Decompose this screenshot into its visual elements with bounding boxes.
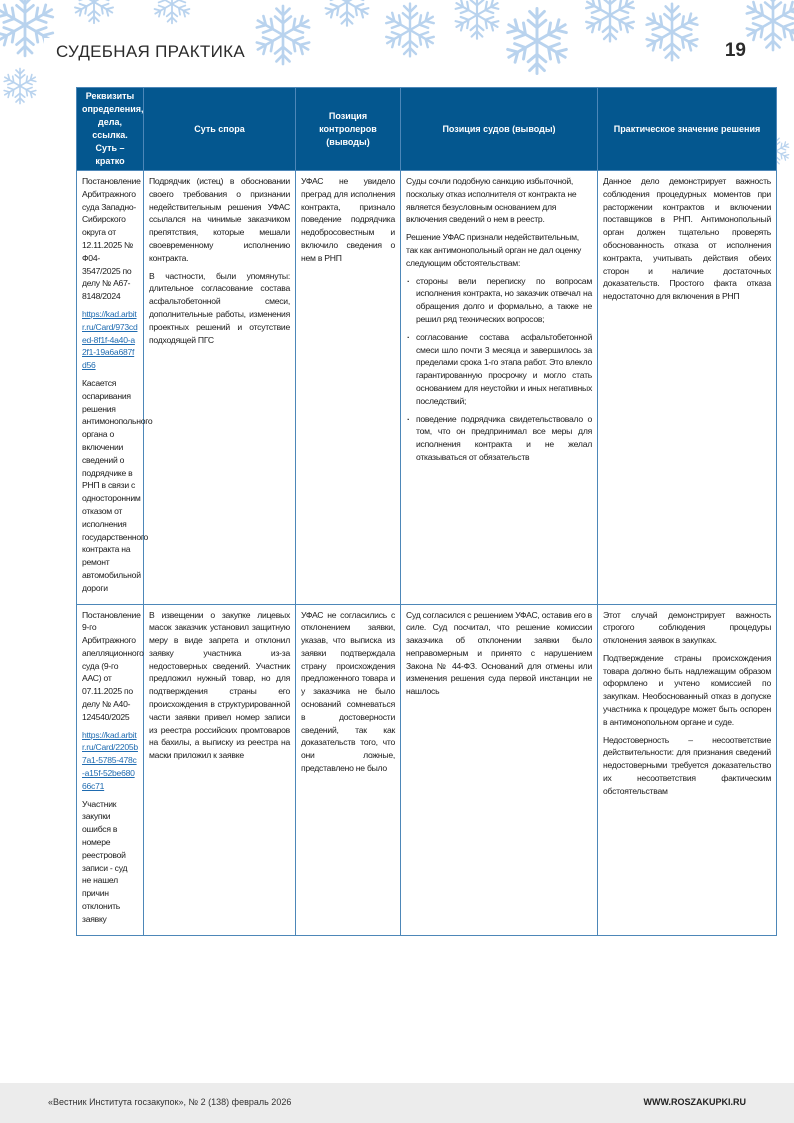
case-link[interactable]: https://kad.arbitr.ru/Card/2205b7a1-5785-478c-a15f-52be68066c71 bbox=[82, 729, 138, 791]
courts-text: Решение УФАС признали недействительным, так как антимонопольный орган не дал оценку следующим обстоятельствам: bbox=[406, 232, 582, 268]
table-header-row bbox=[77, 88, 777, 171]
snowflake-icon bbox=[320, 0, 374, 29]
column-header: Позиция судов (выводы) bbox=[401, 88, 598, 171]
practical-text: Подтверждение страны происхождения товара должно быть надлежащим образом оформлено и учтено комиссией по закупкам. Необоснованный отказ в допуске участника к процедуре может быть оспорен в антимонопольном органе и суде. bbox=[603, 652, 771, 727]
column-header: Реквизиты определения, дела, ссылка. Суть – кратко bbox=[77, 88, 144, 171]
controllers-text: УФАС не увидело преград для исполнения контракта, признало поведение подрядчика недобросовестным и включило сведения о нем в РНП bbox=[301, 176, 395, 263]
practical-cell bbox=[598, 171, 777, 605]
journal-citation: «Вестник Института госзакупок», № 2 (138) февраль 2026 bbox=[48, 1097, 292, 1107]
snowflake-icon bbox=[640, 0, 704, 64]
practical-text: Недостоверность – несоответствие действительности: для признания сведений недостоверными требуется доказательство их несоответствия фактическим обстоятельствам bbox=[603, 734, 771, 796]
courts-bullet-list bbox=[406, 275, 592, 464]
practical-text: Данное дело демонстрирует важность соблюдения процедурных моментов при расторжении контрактов и включении поставщиков в РНП. Антимонопольный орган должен тщательно проверять обоснованность отказа от исполнения контракта, учитывать действия обеих сторон и наличие достаточных доказательств. Простого факта отказа недостаточно для включения в РНП bbox=[603, 176, 771, 302]
snowflake-icon bbox=[250, 2, 316, 68]
snowflake-icon bbox=[0, 66, 40, 106]
controllers-text: УФАС не согласились с отклонением заявки, указав, что выписка из заявки подтверждала страну происхождения предложенного товара и у заказчика не было оснований сомневаться в достоверности сведений, так как доказательств того, что они ложные, представлено не было bbox=[301, 609, 395, 774]
practical-text: Этот случай демонстрирует важность строгого соблюдения процедуры отклонения заявок в закупках. bbox=[603, 609, 771, 646]
courts-bullet: · поведение подрядчика свидетельствовало о том, что он предпринимал все меры для исполнения контракта и не желал отказываться от обязательств bbox=[416, 413, 592, 464]
courts-bullet: · согласование состава асфальтобетонной смеси шло почти 3 месяца и завершилось за пределами срока 1-го этапа работ. Это влекло гарантированную просрочку и могло стать основанием для неустойки и иных негативных последствий; bbox=[416, 331, 592, 408]
dispute-text: Подрядчик (истец) в обосновании своего требования о признании недействительным решения УФАС ссылался на чинимые заказчиком препятствия, которые мешали своевременному исполнению контракта. bbox=[149, 176, 290, 263]
requisites-text: Постановление Арбитражного суда Западно-Сибирского округа от 12.11.2025 № Ф04-3547/2025 по делу № А67-8148/2024 bbox=[82, 176, 141, 302]
snowflake-icon bbox=[580, 0, 640, 45]
courts-bullet: · стороны вели переписку по вопросам исполнения контракта, но заказчик отвечал на обращения долго и формально, а также не решил ряд технических вопросов; bbox=[416, 275, 592, 326]
practical-cell bbox=[598, 604, 777, 935]
snowflake-icon bbox=[380, 0, 440, 60]
column-header: Практическое значение решения bbox=[598, 88, 777, 171]
summary-text: Участник закупки ошибся в номере реестровой записи - суд не нашел причин отклонить заявку bbox=[82, 798, 128, 924]
courts-text: Суды сочли подобную санкцию избыточной, поскольку отказ исполнителя от контракта не является безусловным основанием для включения сведений о нем в реестр. bbox=[406, 176, 577, 225]
page-footer bbox=[0, 1083, 794, 1123]
requisites-cell bbox=[77, 604, 144, 935]
summary-text: Касается оспаривания решения антимонопольного органа о включении сведений о подрядчике в РНП в связи с односторонним отказом от исполнения государственного контракта на ремонт автомобильной дороги bbox=[82, 377, 153, 593]
dispute-cell bbox=[144, 604, 296, 935]
snowflake-icon bbox=[500, 4, 574, 78]
snowflake-icon bbox=[740, 0, 794, 54]
court-practice-table bbox=[76, 87, 777, 936]
section-title: СУДЕБНАЯ ПРАКТИКА bbox=[56, 42, 245, 61]
courts-cell bbox=[401, 604, 598, 935]
snowflake-icon bbox=[150, 0, 194, 26]
page-number: 19 bbox=[724, 40, 746, 61]
courts-cell bbox=[401, 171, 598, 605]
requisites-cell bbox=[77, 171, 153, 605]
requisites-text: Постановление 9-го Арбитражного апелляционного суда (9-го ААС) от 07.11.2025 по делу № А40-124540/2025 bbox=[82, 609, 144, 722]
courts-text: Суд согласился с решением УФАС, оставив его в силе. Суд посчитал, что решение комиссии заказчика об отклонении заявки было неправомерным и принято с нарушением Закона № 44-ФЗ. Оснований для отмены или изменения решения суда первой инстанции не нашлось bbox=[406, 609, 592, 697]
table-row bbox=[77, 171, 777, 605]
dispute-text: В извещении о закупке лицевых масок заказчик установил защитную меру в виде запрета и отклонил заявку участника из-за недостоверных сведений. Участник предложил нужный товар, но для подтверждения страны его происхождения в структурированной части заявки привел номер записи из реестра российских промтоваров на бахилы, а выписку из реестра на маски приложил к заявке bbox=[149, 609, 290, 761]
column-header: Суть спора bbox=[144, 88, 296, 171]
table-row bbox=[77, 604, 777, 935]
snowflake-icon bbox=[450, 0, 504, 42]
snowflake-icon bbox=[70, 0, 118, 26]
dispute-cell bbox=[144, 171, 296, 605]
dispute-text: В частности, были упомянуты: длительное согласование состава асфальтобетонной смеси, дополнительные работы, изменения проектных решений и отсутствие подходящей ПГС bbox=[149, 270, 290, 345]
controllers-cell bbox=[296, 171, 401, 605]
website-link[interactable]: WWW.ROSZAKUPKI.RU bbox=[643, 1097, 746, 1107]
controllers-cell bbox=[296, 604, 401, 935]
case-link[interactable]: https://kad.arbitr.ru/Card/973cded-8f1f-4a40-a2f1-19a6a687fd56 bbox=[82, 308, 138, 371]
column-header: Позиция контролеров (выводы) bbox=[296, 88, 401, 171]
